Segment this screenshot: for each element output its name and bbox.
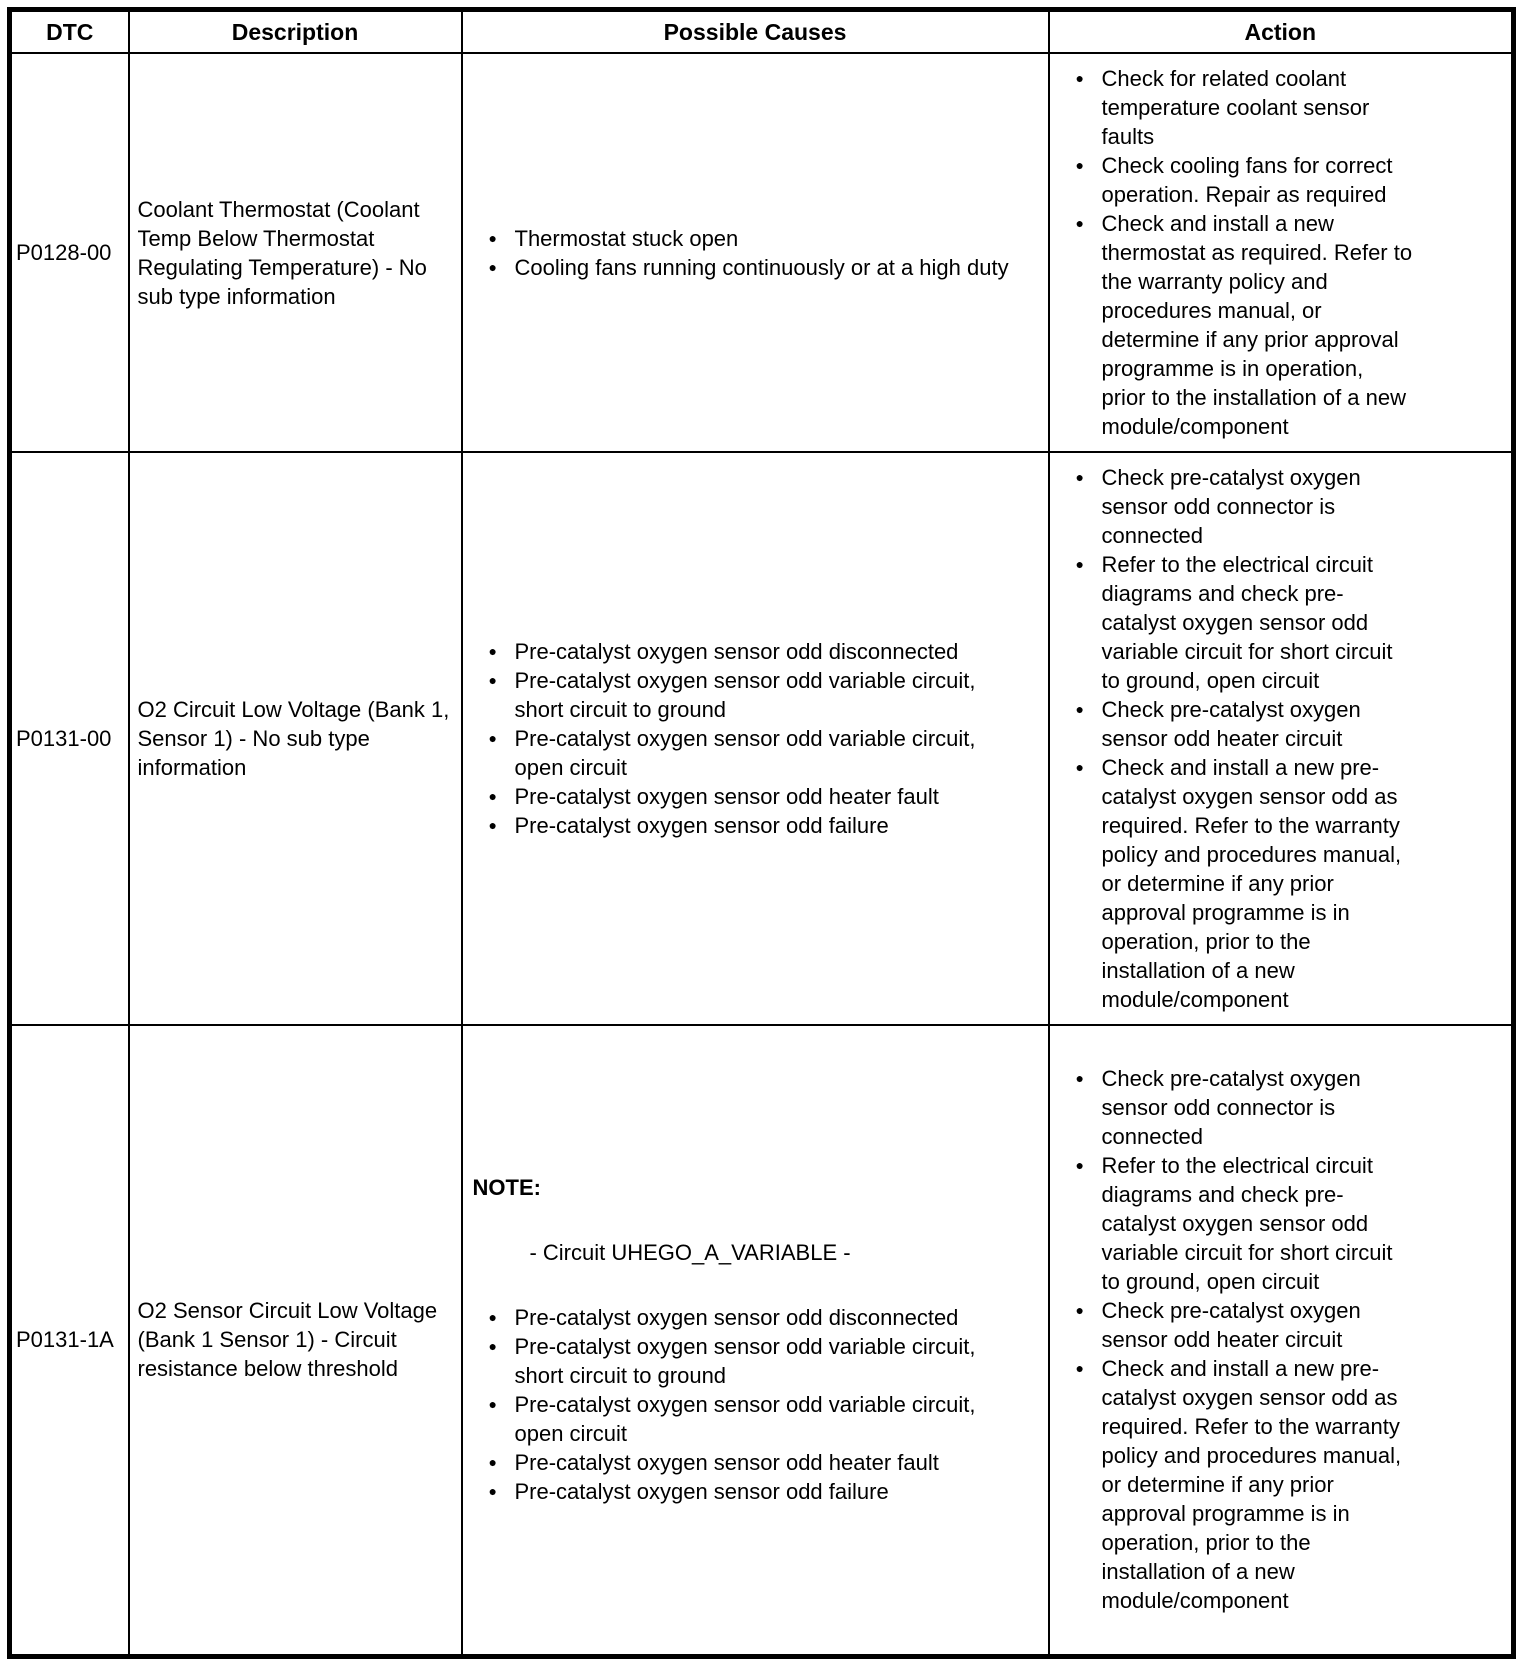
bullet-item: ● Thermostat stuck open: [487, 224, 1018, 253]
possible-causes-cell: [462, 53, 1049, 452]
bullet-item: ● Pre-catalyst oxygen sensor odd variable circuit, short circuit to ground: [487, 1332, 1018, 1390]
table-row: [10, 53, 1514, 452]
possible-causes-list: [463, 637, 1048, 840]
bullet-item: ● Check pre-catalyst oxygen sensor odd heater circuit: [1074, 1296, 1414, 1354]
note-block: [463, 1173, 1048, 1267]
table-row: [10, 1025, 1514, 1656]
bullet-item: ● Check cooling fans for correct operation. Repair as required: [1074, 151, 1414, 209]
dtc-code: P0131-1A: [10, 1025, 129, 1656]
possible-causes-list: [463, 1303, 1048, 1506]
dtc-description: Coolant Thermostat (Coolant Temp Below Thermostat Regulating Temperature) - No sub type information: [129, 53, 462, 452]
dtc-table: [7, 7, 1516, 1659]
action-cell: [1049, 53, 1514, 452]
bullet-item: ● Check for related coolant temperature coolant sensor faults: [1074, 64, 1414, 151]
dtc-description: O2 Sensor Circuit Low Voltage (Bank 1 Sensor 1) - Circuit resistance below threshold: [129, 1025, 462, 1656]
bullet-item: ● Check and install a new pre-catalyst oxygen sensor odd as required. Refer to the warranty policy and procedures manual, or determine if any prior approval programme is in operation, prior to the installation of a new module/component: [1074, 1354, 1414, 1615]
action-list: [1050, 1064, 1512, 1615]
bullet-item: ● Pre-catalyst oxygen sensor odd failure: [487, 1477, 1018, 1506]
bullet-item: ● Refer to the electrical circuit diagrams and check pre-catalyst oxygen sensor odd variable circuit for short circuit to ground, open circuit: [1074, 550, 1414, 695]
possible-causes-list: [463, 224, 1048, 282]
bullet-item: ● Check pre-catalyst oxygen sensor odd heater circuit: [1074, 695, 1414, 753]
bullet-item: ● Pre-catalyst oxygen sensor odd variable circuit, open circuit: [487, 1390, 1018, 1448]
dtc-code: P0131-00: [10, 452, 129, 1025]
note-circuit-line: - Circuit UHEGO_A_VARIABLE -: [529, 1240, 851, 1266]
action-cell: [1049, 452, 1514, 1025]
bullet-item: ● Pre-catalyst oxygen sensor odd variable circuit, short circuit to ground: [487, 666, 1018, 724]
dtc-code: P0128-00: [10, 53, 129, 452]
table-row: [10, 452, 1514, 1025]
bullet-item: ● Refer to the electrical circuit diagrams and check pre-catalyst oxygen sensor odd variable circuit for short circuit to ground, open circuit: [1074, 1151, 1414, 1296]
action-list: [1050, 463, 1512, 1014]
table-header-row: [10, 10, 1514, 54]
dtc-description: O2 Circuit Low Voltage (Bank 1, Sensor 1) - No sub type information: [129, 452, 462, 1025]
bullet-item: ● Pre-catalyst oxygen sensor odd heater fault: [487, 782, 1018, 811]
column-header-description: Description: [129, 10, 462, 54]
bullet-item: ● Pre-catalyst oxygen sensor odd disconnected: [487, 1303, 1018, 1332]
bullet-item: ● Pre-catalyst oxygen sensor odd failure: [487, 811, 1018, 840]
bullet-item: ● Check and install a new thermostat as required. Refer to the warranty policy and procedures manual, or determine if any prior approval programme is in operation, prior to the installation of a new module/component: [1074, 209, 1414, 441]
action-cell: [1049, 1025, 1514, 1656]
possible-causes-cell: [462, 452, 1049, 1025]
bullet-item: ● Check pre-catalyst oxygen sensor odd connector is connected: [1074, 1064, 1414, 1151]
bullet-item: ● Check and install a new pre-catalyst oxygen sensor odd as required. Refer to the warranty policy and procedures manual, or determine if any prior approval programme is in operation, prior to the installation of a new module/component: [1074, 753, 1414, 1014]
column-header-dtc: DTC: [10, 10, 129, 54]
bullet-item: ● Pre-catalyst oxygen sensor odd disconnected: [487, 637, 1018, 666]
column-header-possible-causes: Possible Causes: [462, 10, 1049, 54]
action-list: [1050, 64, 1512, 441]
bullet-item: ● Cooling fans running continuously or at a high duty: [487, 253, 1018, 282]
column-header-action: Action: [1049, 10, 1514, 54]
note-label: NOTE:: [472, 1175, 541, 1201]
bullet-item: ● Check pre-catalyst oxygen sensor odd connector is connected: [1074, 463, 1414, 550]
bullet-item: ● Pre-catalyst oxygen sensor odd heater fault: [487, 1448, 1018, 1477]
bullet-item: ● Pre-catalyst oxygen sensor odd variable circuit, open circuit: [487, 724, 1018, 782]
possible-causes-cell: [462, 1025, 1049, 1656]
